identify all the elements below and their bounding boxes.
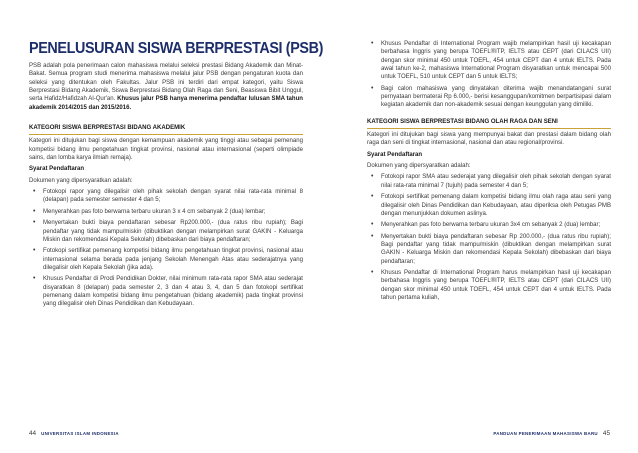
footer-text-right: PANDUAN PENERIMAAN MAHASISWA BARU [493, 431, 598, 436]
page-number-right: 45 [602, 430, 610, 437]
footer-left [29, 431, 119, 437]
requirements-list-olahraga-seni [367, 173, 611, 302]
intro-bold-note: Khusus jalur PSB hanya menerima pendaftar lulusan SMA tahun akademik 2014/2015 dan 2015/2016. [29, 96, 303, 111]
list-item: • Bagi calon mahasiswa yang dinyatakan diterima wajib menandatangani surat pernyataan bermaterai Rp 6.000,- berisi kesanggupan/komitmen berpartisipasi dalam kegiatan akademik dan non-akademik sesuai dengan keunggulan yang dimiliki. [367, 85, 611, 110]
intro-paragraph: PSB adalah pola penerimaan calon mahasiswa melalui seleksi prestasi Bidang Akademik dan Minat-Bakat. Semua program studi menerima mahasiswa melalui jalur PSB dengan pengaturan kuota dan seleksi yang ditentukan oleh Fakultas. Jalur PSB ini terdiri dari empat kategori, yaitu Siswa Berprestasi Bidang Akademik, Siswa Berprestasi Bidang Olah Raga dan Seni, Beasiswa Bibit Unggul, serta Hafidz/Hafidzah Al-Qur'an. Khusus jalur PSB hanya menerima pendaftar lulusan SMA tahun akademik 2014/2015 dan 2015/2016. [29, 63, 303, 111]
section-title-olahraga-seni: KATEGORI SISWA BERPRESTASI BIDANG OLAH RAGA DAN SENI [367, 118, 611, 129]
requirements-intro: Dokumen yang dipersyaratkan adalah: [367, 163, 471, 170]
requirements-title: Syarat Pendaftaran [29, 166, 85, 173]
left-page [29, 40, 324, 312]
section-title-akademik: KATEGORI SISWA BERPRESTASI BIDANG AKADEMIK [29, 124, 303, 135]
requirements-title: Syarat Pendaftaran [367, 151, 423, 158]
list-item: • Fotokopi rapor SMA atau sederajat yang dilegalisir oleh pihak sekolah dengan syarat nilai rata-rata minimal 7 (tujuh) pada semester 4 dan 5; [367, 173, 611, 190]
footer-text-left: UNIVERSITAS ISLAM INDONESIA [41, 431, 119, 436]
list-item: • Menyertakan bukti biaya pendaftaran sebesar Rp 200.000,- (dua ratus ribu rupiah); Bagi pendaftar yang tidak mampu/miskin (dibuktikan dengan melampirkan surat GAKIN - Keluarga Miskin dan rekomendasi Kepala Sekolah) dibebaskan dari biaya pendaftaran; [367, 233, 611, 266]
list-item: • Menyerahkan pas foto berwarna terbaru ukuran 3 x 4 cm sebanyak 2 (dua) lembar; [29, 208, 303, 216]
section-intro-akademik: Kategori ini ditujukan bagi siswa dengan kemampuan akademik yang tinggi atau sebagai pemenang kompetisi bidang ilmu pengetahuan tingkat provinsi, nasional atau internasional (seperti olimpiade sains, dan lomba karya ilmiah remaja). [29, 138, 303, 162]
list-item: • Menyerahkan pas foto berwarna terbaru ukuran 3x4 cm sebanyak 2 (dua) lembar; [367, 221, 611, 229]
list-item: • Fotokopi sertifikat pemenang kompetisi bidang ilmu pengetahuan tingkat provinsi, nasional atau internasional selama berada pada jenjang Sekolah Menengah Atas atau sederajatnya yang dilegalisir oleh Kepala Sekolah (jika ada). [29, 247, 303, 272]
list-item: • Khusus Pendaftar di Prodi Pendidikan Dokter, nilai minimum rata-rata rapor SMA atau sederajat disyaratkan 8 (delapan) pada semester 2, 3 dan 4 atau 3, 4, dan 5 dan fotokopi sertifikat pemenang dalam kompetisi bidang ilmu pengetahuan (bidang akademik) pada tingkat provinsi yang dilegalisir oleh Dinas Pendidikan dan Kebudayaan. [29, 275, 303, 308]
requirements-list-akademik [29, 188, 303, 308]
right-page [367, 40, 611, 305]
section-intro-olahraga-seni: Kategori ini ditujukan bagi siswa yang mempunyai bakat dan prestasi dalam bidang olah raga dan seni di tingkat internasional, nasional dan atau regional/provinsi. [367, 132, 611, 147]
list-item: • Fotokopi rapor yang dilegalisir oleh pihak sekolah dengan syarat nilai rata-rata minimal 8 (delapan) pada semester semester 4 dan 5; [29, 188, 303, 205]
list-item: • Khusus Pendaftar di International Program harus melampirkan hasil uji kecakapan berbahasa Inggris yang berupa TOEFL®ITP, IELTS atau CEPT (dari CILACS UII) dengan skor minimal 450 untuk TOEFL, 454 untuk CEPT dan 4 untuk IELTS. Pada tahun pertama kuliah, [367, 269, 611, 302]
footer-right [493, 431, 610, 437]
list-item: • Menyertakan bukti biaya pendaftaran sebesar Rp200.000,- (dua ratus ribu rupiah); Bagi pendaftar yang tidak mampu/miskin (dibuktikan dengan melampirkan surat GAKIN - Keluarga Miskin dan rekomendasi Kepala Sekolah) dibebaskan dari biaya pendaftaran; [29, 219, 303, 244]
continued-list [367, 40, 611, 110]
requirements-intro: Dokumen yang dipersyaratkan adalah: [29, 177, 133, 184]
page-number-left: 44 [29, 430, 37, 437]
list-item: • Fotokopi sertifikat pemenang dalam kompetisi bidang ilmu olah raga atau seni yang dilegalisir oleh Dinas Pendidikan dan Kebudayaan, atau diperiksa oleh Petugas PMB dengan menunjukkan dokumen aslinya. [367, 193, 611, 218]
list-item: • Khusus Pendaftar di International Program wajib melampirkan hasil uji kecakapan berbahasa Inggris yang berupa TOEFL®ITP, IELTS atau CEPT (dari CILACS UII) dengan skor minimal 450 untuk TOEFL, 454 untuk CEPT dan 4 untuk IELTS. Pada awal tahun ke-2, mahasiswa International Program disyaratkan untuk mencapai 500 untuk TOEFL, 510 untuk CEPT dan 5 untuk IELTS; [367, 40, 611, 82]
page-title: PENELUSURAN SISWA BERPRESTASI (PSB) [29, 40, 324, 57]
